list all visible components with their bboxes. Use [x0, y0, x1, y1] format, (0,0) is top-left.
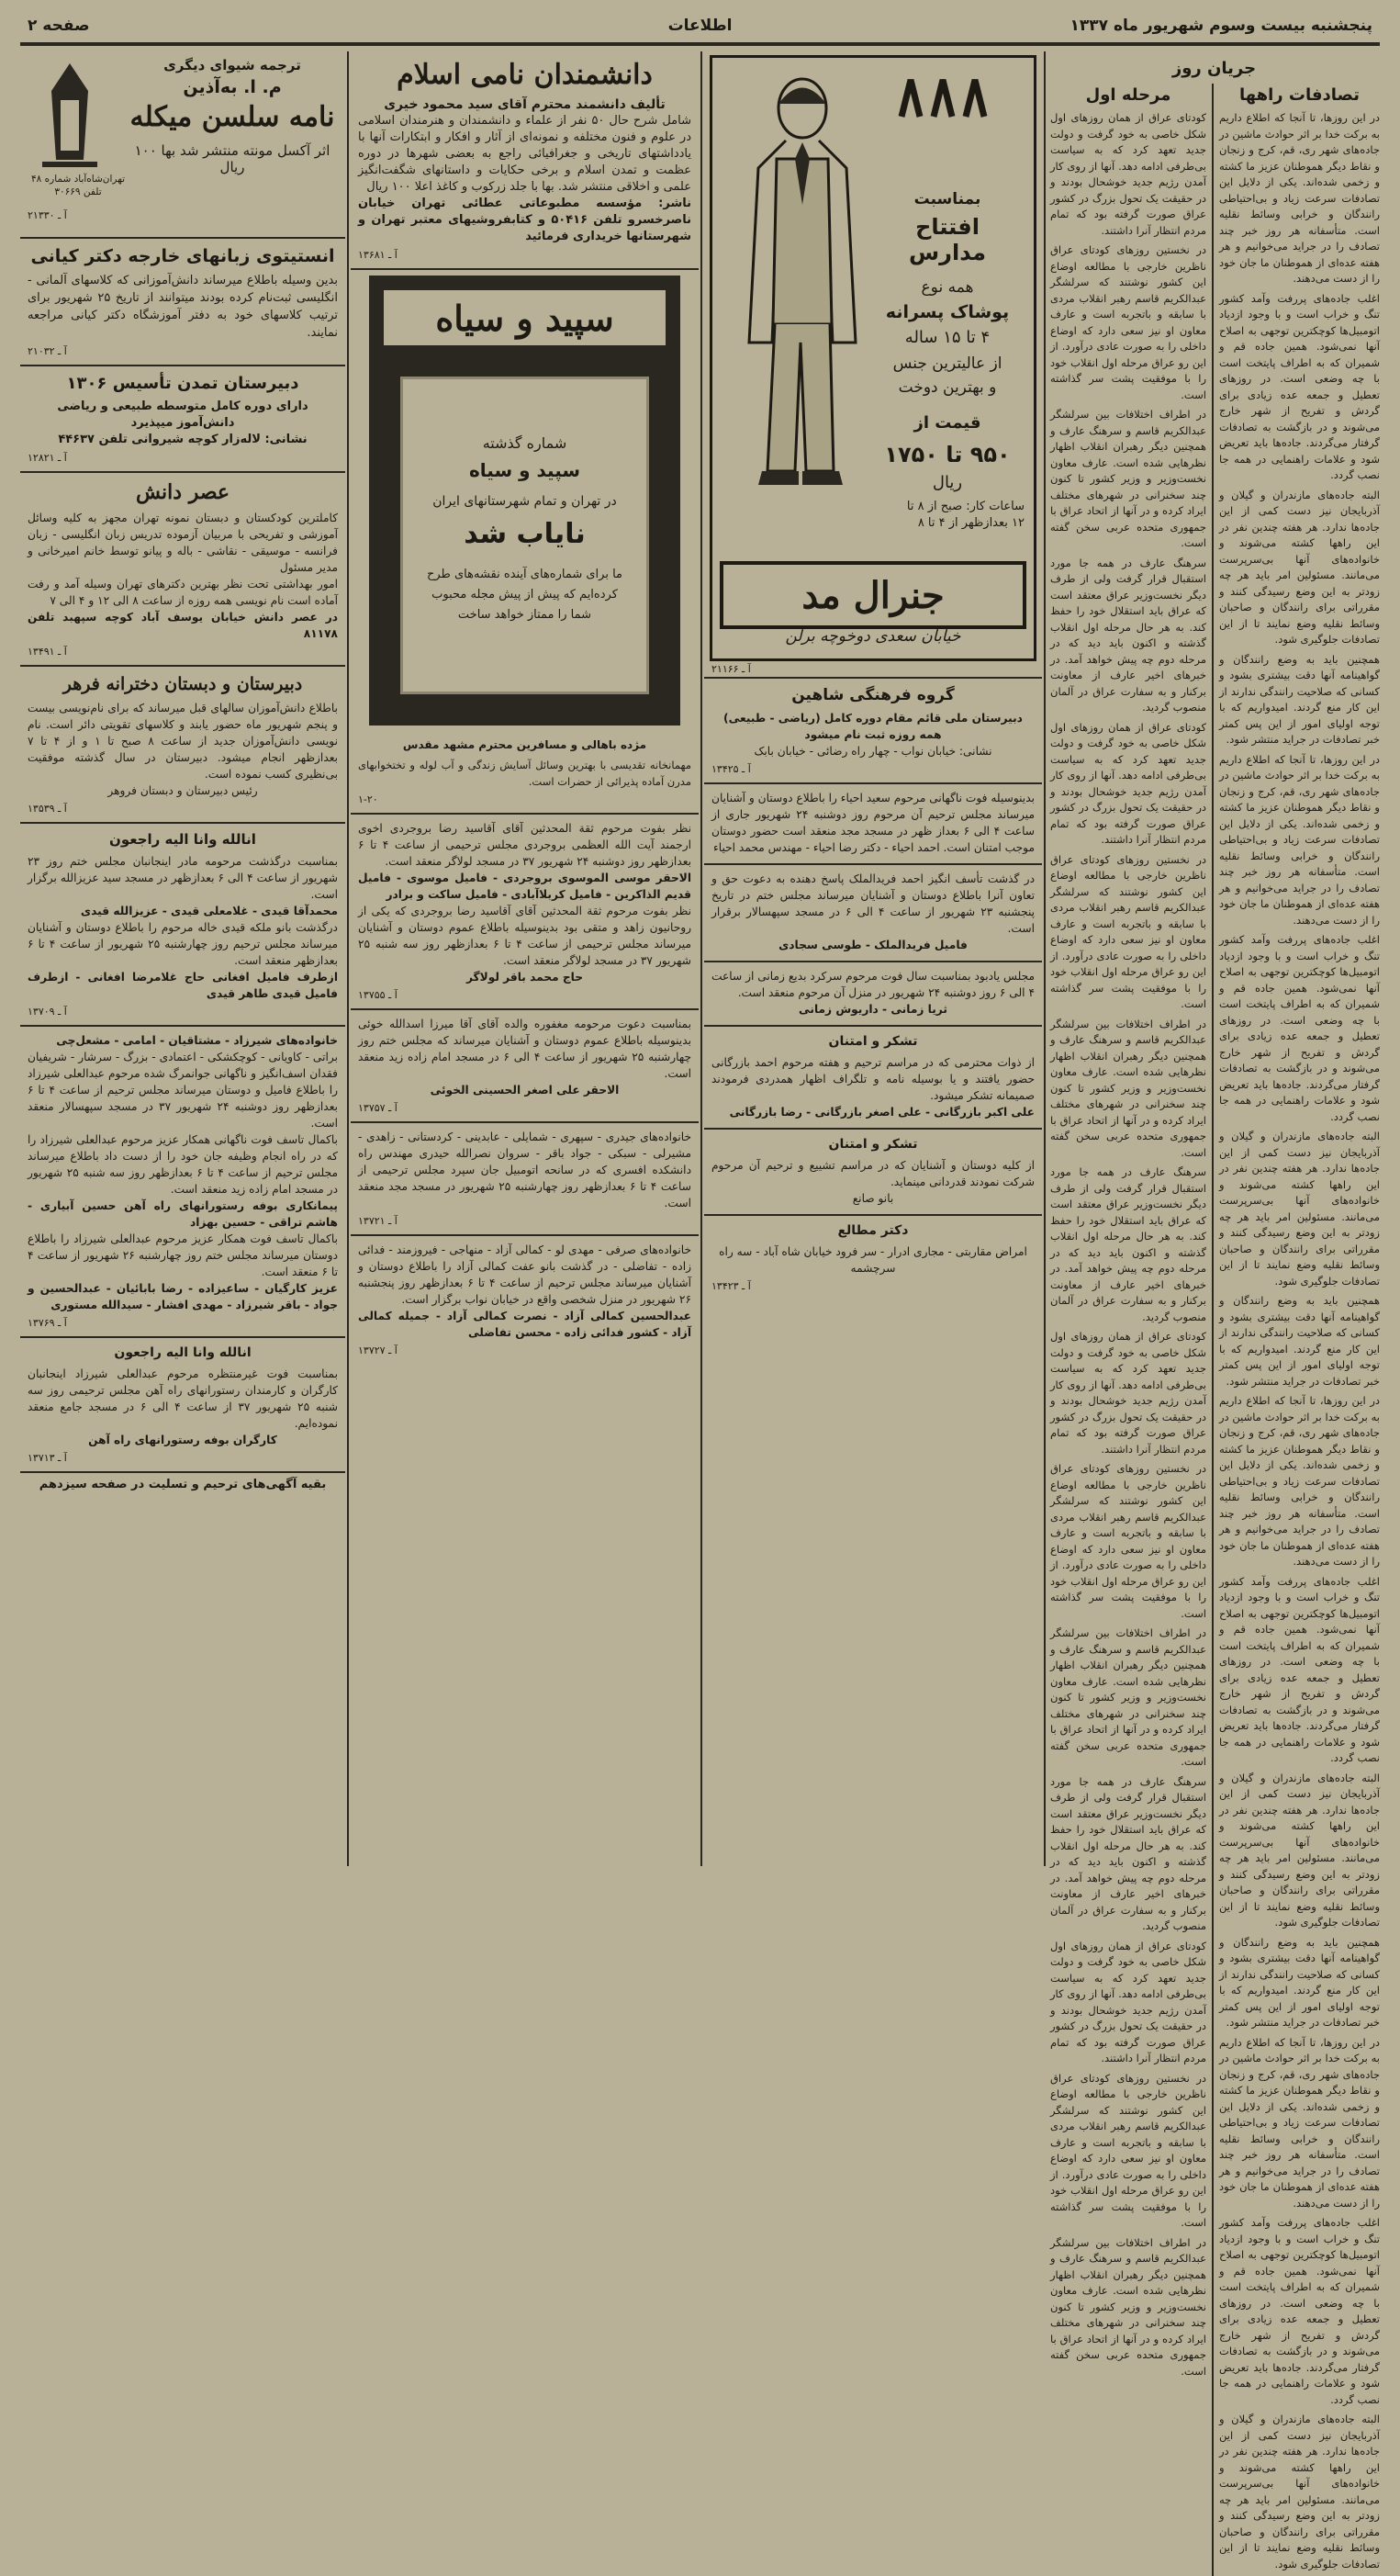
- obituary-sign: عبدالحسین کمالی آزاد - نصرت کمالی آزاد - جمیله کمالی آزاد - کشور فدائی زاده - محسن تفاضلی: [358, 1310, 691, 1339]
- obituary-kamali: [351, 1236, 699, 1364]
- obituary-khoei: [351, 1010, 699, 1123]
- school-ref: آ ـ ۱۳۵۳۹: [28, 803, 67, 815]
- header-day-date: پنجشنبه بیست وسوم شهریور ماه ۱۳۳۷: [1070, 17, 1372, 35]
- school-ref: آ ـ ۱۲۸۲۱: [28, 452, 67, 464]
- hotel-ref: ۱-۲۰: [358, 793, 378, 805]
- mag-name: سپید و سیاه: [468, 459, 581, 481]
- institute-body: بدین وسیله باطلاع میرساند دانش‌آموزانی که کلاسهای آلمانی - انگلیسی ثبت‌نام کرده بودند میتوانند از تاریخ ۲۵ شهریور برای ترتیب کلاسهای خود به دفتر آموزشگاه دکتر کیانی مراجعه نمایند.: [28, 274, 338, 340]
- page-header: [18, 13, 1382, 40]
- school-title: دبیرستان و دبستان دخترانه فرهر: [62, 674, 303, 694]
- ad-forouhar-school: [20, 667, 345, 824]
- column-ads-4: [20, 51, 345, 1866]
- header-newspaper-name: اطلاعات: [667, 17, 733, 35]
- school-title: دبیرستان تمدن تأسیس ۱۳۰۶: [66, 374, 299, 393]
- obituary-heydari: [351, 1123, 699, 1236]
- article-title: تصادفات راهها: [1238, 85, 1361, 105]
- book-title: نامه سلسن میکله: [129, 101, 335, 133]
- ad-tamadon-school: [20, 366, 345, 473]
- obituary-body: بمناسبت درگذشت مرحومه مادر اینجانبان مجلس ختم روز ۲۳ شهریور از ساعت ۴ الی ۶ بعدازظهر در مسجد سید عزیزالله برگزار است.: [28, 855, 338, 901]
- article-paragraph: البته جاده‌های مازندران و گیلان و آذربایجان نیز دست کمی از این جاده‌ها ندارد. هر هفته چندین نفر در این راهها کشته می‌شوند و خانواده‌های آنها بی‌سرپرست می‌مانند. مسئولین امر باید هر چه زودتر به این وضع رسیدگی کنند و مقرراتی برای رانندگان و صاحبان وسائط نقلیه وضع نمایند تا از این تصادفات جلوگیری شود.: [1219, 488, 1380, 646]
- boy-illustration-icon: [722, 67, 878, 499]
- article-paragraph: در نخستین روزهای کودتای عراق ناظرین خارجی با مطالعه اوضاع این کشور نوشتند که سرلشگر عبدالکریم قاسم رهبر انقلاب مردی با سابقه و باتجربه است و عارف معاون او نیز سعی دارد که اوضاع داخلی را به صورت عادی درآورد. از این رو عراق مرحله اول انقلاب خود را با موفقیت پشت سر گذاشته است.: [1050, 243, 1206, 401]
- column-ads-3: [351, 51, 699, 1866]
- article-paragraph: سرهنگ عارف در همه جا مورد استقبال قرار گرفت ولی از طرف دیگر نخست‌وزیر عراق معتقد است که عراق باید استقلال خود را حفظ کند. به هر حال مرحله اول انقلاب گذشته و اکنون باید دید که در مرحله دوم چه پیش خواهد آمد. در خبرهای اخیر عارف از معاونت برکنار و به سفارت عراق در آلمان منصوب گردید.: [1050, 1165, 1206, 1323]
- thanks-title: تشکر و امتنان: [828, 1137, 918, 1152]
- obituary-title: انالله وانا الیه راجعون: [109, 831, 256, 848]
- header-rule: [20, 42, 1380, 46]
- section-title: جریان روز: [1171, 59, 1257, 78]
- ad-occasion: بمناسبت: [913, 190, 981, 208]
- thanks-title: تشکر و امتنان: [828, 1034, 918, 1049]
- obituary-ref: آ ـ ۱۳۷۵۵: [358, 989, 398, 1001]
- article-paragraph: همچنین باید به وضع رانندگان و گواهینامه آنها دقت بیشتری بشود و کسانی که صلاحیت رانندگی ندارند از این کار منع گردند. امیدواریم که با توجه اولیای امور از این پس کمتر خبر تصادفات در جراید منتشر شود.: [1219, 1935, 1380, 2029]
- obituary-sign: الاحقر موسی الموسوی بروجردی - فامیل موسوی - فامیل قدیم الذاکرین - فامیل کربلاآبادی - فامیل ساکت و برادر: [358, 872, 691, 901]
- obituary-body: باکمال تاسف فوت همکار عزیز مرحوم عبدالعلی شیرزاد را باطلاع دوستان میرساند مجلس ختم روز چهارشنبه ۲۶ شهریور از ساعت ۴ تا ۶ منعقد است.: [28, 1232, 338, 1278]
- column-ads-2: [704, 51, 1042, 1866]
- temple-logo-icon: [33, 59, 106, 169]
- thanks-sane: [704, 1130, 1042, 1216]
- ad-price-unit: ریال: [932, 473, 963, 492]
- book-title: دانشمندان نامی اسلام: [397, 59, 653, 91]
- school-sign: رئیس دبیرستان و دبستان فروهر: [107, 784, 258, 797]
- header-page-number: صفحه ۲: [28, 17, 90, 35]
- obituary-sign: عزیز کارگیان - ساعیزاده - رضا بابائیان - عبدالحسین و جواد - باقر شیرزاد - مهدی افشار - سیدالله مستوری: [28, 1282, 338, 1311]
- obituary-sign: پیمانکاری بوفه رستورانهای راه آهن حسین آبیاری - هاشم تراقی - حسین بهزاد: [28, 1199, 338, 1229]
- ad-book-islam: [351, 51, 699, 270]
- ad-asre-danesh: [20, 473, 345, 667]
- ad-book-michele: [20, 51, 345, 239]
- ad-price-label: قیمت از: [913, 413, 981, 433]
- doctor-body: امراض مقاربتی - مجاری ادرار - سر فرود خیابان شاه آباد - سه راه سرچشمه: [719, 1245, 1027, 1275]
- book-subtitle: ترجمه شیوای دیگری: [163, 57, 301, 73]
- ad-address: خیابان سعدی دوخوچه برلن: [785, 627, 961, 646]
- thanks-sign: بانو صانع: [852, 1192, 894, 1205]
- obituary-body: نظر بفوت مرحوم ثقة المحدثین آقای آقاسید رضا بروجردی اخوی ارجمند آیت الله العظمی بروجردی مجلس ترحیمی از ساعت ۴ تا ۶ بعدازظهر روز دوشنبه ۲۴ شهریور ۳۷ در مسجد لولاگر منعقد است.: [358, 822, 691, 868]
- column-divider: [1044, 51, 1046, 1866]
- ad-ref: آ ـ ۲۱۱۶۶: [711, 663, 751, 675]
- obituary-title: خانواده‌های شیرزاد - مشتاقیان - امامی - مشعل‌چی: [56, 1034, 338, 1047]
- obituary-body: در گذشت تأسف انگیز احمد فریدالملک پاسخ دهنده به دعوت حق و تعاون آنرا باطلاع دوستان و آشنایان میرساند مجلس ختم در تاریخ پنجشنبه ۲۳ شهریور از ساعت ۴ الی ۶ در مسجد سپهسالار برقرار است.: [711, 872, 1036, 935]
- article-accidents: [1219, 84, 1380, 2576]
- mag-issue: شماره گذشته: [482, 434, 567, 452]
- book-body: اثر آکسل مونته منتشر شد بها ۱۰۰ ریال: [134, 142, 330, 175]
- continued-note: بقیه آگهی‌های ترحیم و تسلیت در صفحه سیزدهم: [39, 1478, 327, 1491]
- obituary-sign: حاج محمد باقر لولاگر: [465, 971, 584, 984]
- article-paragraph: در نخستین روزهای کودتای عراق ناظرین خارجی با مطالعه اوضاع این کشور نوشتند که سرلشگر عبدالکریم قاسم رهبر انقلاب مردی با سابقه و باتجربه است و عارف معاون او نیز سعی دارد که اوضاع داخلی را به صورت عادی درآورد. از این رو عراق مرحله اول انقلاب خود را با موفقیت پشت سر گذاشته است.: [1050, 1462, 1206, 1620]
- mag-where: در تهران و تمام شهرستانهای ایران: [432, 494, 617, 509]
- ad-general-mode: [710, 55, 1036, 661]
- obituary-sign: ازطرف فامیل افغانی حاج غلامرضا افغانی - ازطرف فامیل قیدی طاهر قیدی: [28, 971, 338, 1000]
- school-title: عصر دانش: [135, 480, 230, 504]
- article-paragraph: در این روزها، تا آنجا که اطلاع داریم به برکت خدا بر اثر حوادث ماشین در جاده‌های شهر ری، قم، کرج و زنجان و نقاط دیگر هموطنان عزیز ما کشته و زخمی شده‌اند. یکی از دلایل این تصادفات سرعت زیاد و بی‌احتیاطی رانندگان و خرابی وسائط نقلیه است. متأسفانه هر روز خبر چند تصادف را در جراید می‌خوانیم و هر هفته عده‌ای از هموطنان ما جان خود را از دست می‌دهند.: [1219, 1394, 1380, 1568]
- school-body: کاملترین کودکستان و دبستان نمونه تهران مجهز به کلیه وسائل آموزشی و تفریحی با مربیان آزموده تدریس زبان انگلیسی - زبان فرانسه - موسیقی - نقاشی - باله و پیانو توسط خانم امیرخانی و مدیر مسئول: [28, 512, 338, 574]
- article-paragraph: سرهنگ عارف در همه جا مورد استقبال قرار گرفت ولی از طرف دیگر نخست‌وزیر عراق معتقد است که عراق باید استقلال خود را حفظ کند. به هر حال مرحله اول انقلاب گذشته و اکنون باید دید که در مرحله دوم چه پیش خواهد آمد. در خبرهای اخیر عارف از معاونت برکنار و به سفارت عراق در آلمان منصوب گردید.: [1050, 556, 1206, 714]
- obituary-body: باکمال تاسف فوت ناگهانی همکار عزیز مرحوم عبدالعلی شیرزاد را که در راه انجام وظیفه جان خود را از دست داد باطلاع میرساند مجلس ترحیم از ساعت ۴ تا ۶ بعدازظهر روز سه شنبه ۲۵ شهریور در مسجد امام زاده زید منعقد است.: [28, 1133, 338, 1196]
- article-paragraph: همچنین باید به وضع رانندگان و گواهینامه آنها دقت بیشتری بشود و کسانی که صلاحیت رانندگی ندارند از این کار منع گردند. امیدواریم که با توجه اولیای امور از این پس کمتر خبر تصادفات در جراید منتشر شود.: [1219, 1294, 1380, 1388]
- book-ref: آ ـ ۲۱۳۳۰: [28, 209, 67, 221]
- ad-line: از عالیترین جنس: [892, 354, 1002, 373]
- ad-sepid-siah: [369, 276, 680, 726]
- article-paragraph: در اطراف اختلافات بین سرلشگر عبدالکریم قاسم و سرهنگ عارف و همچنین دیگر رهبران انقلاب اظهار نظرهایی شده است. عارف معاون نخست‌وزیر و وزیر کشور تا کنون چند سخنرانی در شهرهای مختلف ایراد کرده و در آنها از اتحاد عراق با جمهوری متحده عربی سخن گفته است.: [1050, 408, 1206, 549]
- obituary-body: درگذشت بانو ملکه قیدی خاله مرحوم را باطلاع دوستان و آشنایان میرساند مجلس ترحیم روز چهارشنبه ۲۵ شهریور از ساعت ۴ تا ۶ بعدازظهر منعقد است.: [28, 921, 339, 967]
- obituary-sign: محمدآقا قیدی - غلامعلی قیدی - عزیزالله قیدی: [80, 905, 338, 917]
- school-title: گروه فرهنگی شاهین: [791, 686, 955, 704]
- school-body: باطلاع دانش‌آموزان سالهای قبل میرساند که برای نام‌نویسی بیست و پنجم شهریور ماه حضور یابند و کلاسهای تقویتی دائر است. نام نویسی دانش‌آموزان جدید از ساعت ۸ صبح تا ۱ و از ۴ تا ۷ بعدازظهر انجام میشود. دبیرستان در سال گذشته موفقیت بی‌نظیری کسب نموده است.: [28, 702, 338, 781]
- obituary-boroujerdi: [351, 815, 699, 1010]
- thanks-sign: علی اکبر بازرگانی - علی اصغر بازرگانی - رضا بازرگانی: [729, 1106, 1035, 1119]
- inner-divider: [1212, 84, 1214, 2576]
- obituary-ehya: [704, 784, 1042, 865]
- ad-hours: ساعات کار: صبح از ۸ تا ۱۲ بعدازظهر از ۴ تا ۸: [906, 500, 1025, 530]
- article-paragraph: اغلب جاده‌های پررفت وآمد کشور تنگ و خراب است و با وجود ازدیاد اتومبیل‌ها کوچکترین توجهی به اصلاح آنها نمی‌شود. همین جاده قم و شمیران که به اطراف پایتخت است با چه وضعی است. در روزهای تعطیل و جمعه عده زیادی برای گردش و تفریح از شهر خارج می‌شوند و در بازگشت به تصادفات گرفتار می‌گردند. جاده‌ها باید تعریض شود و علامات راهنمایی در همه جا نصب گردد.: [1219, 291, 1380, 481]
- hotel-body: مهمانخانه تقدیسی با بهترین وسائل آسایش زندگی و آب لوله و تختخوابهای مدرن آماده پذیرائی از حضرات است.: [358, 759, 691, 788]
- school-address: نشانی: خیابان نواب - چهار راه رضائی - خیابان بابک: [754, 745, 992, 758]
- school-ref: آ ـ ۱۳۴۲۵: [711, 763, 751, 775]
- school-body: دبیرستان ملی قائم مقام دوره کامل (ریاضی - طبیعی) همه روزه ثبت نام میشود: [723, 712, 1023, 741]
- thanks-body: از ذوات محترمی که در مراسم ترحیم و هفته مرحوم احمد بازرگانی حضور یافتند و یا بوسیله نامه و تلگراف اظهار همدردی فرمودند صمیمانه تشکر میشود.: [711, 1056, 1035, 1102]
- obituary-ref: آ ـ ۱۳۷۵۷: [358, 1102, 398, 1114]
- ad-price: ۹۵۰ تا ۱۷۵۰: [884, 442, 1011, 467]
- book-body: شامل شرح حال ۵۰ نفر از علماء و دانشمندان و هنرمندان اسلامی در علوم و فنون مختلفه و نمونه‌ای از آثار و افکار و ابتکارات آنها با یادداشتهای تاریخی و جغرافیائی راجع به بعضی شهرها در دوره عظمت و تمدن اسلام و برخی حکایات و داستانهای شگفت‌انگیز علمی و اخلاقی منتشر شد. بها با جلد زرکوب و کاغذ اعلا ۱۰۰ ریال: [358, 114, 691, 194]
- ad-kiani-institute: [20, 239, 345, 366]
- hotel-title: مژده باهالی و مسافرین محترم مشهد مقدس: [402, 738, 647, 751]
- ad-line: پوشاک پسرانه: [885, 302, 1010, 322]
- school-address: در عصر دانش خیابان یوسف آباد کوچه سپهبد تلفن ۸۱۱۷۸: [28, 611, 338, 640]
- article-paragraph: کودتای عراق از همان روزهای اول شکل خاصی به خود گرفت و دولت جدید تعهد کرد که به سیاست بی‌طرفی ادامه دهد. آنها از روی کار آمدن رژیم جدید خوشحال بودند و در حقیقت یک تحول بزرگ در کشور عراق صورت گرفته بود که تمام مردم انتظار آنرا داشتند.: [1050, 111, 1206, 237]
- ad-hotel: [351, 731, 699, 815]
- book-author: تألیف دانشمند محترم آقای سید محمود خیری: [384, 97, 666, 112]
- article-paragraph: البته جاده‌های مازندران و گیلان و آذربایجان نیز دست کمی از این جاده‌ها ندارد. هر هفته چندین نفر در این راهها کشته می‌شوند و خانواده‌های آنها بی‌سرپرست می‌مانند. مسئولین امر باید هر چه زودتر به این وضع رسیدگی کنند و مقرراتی برای رانندگان و صاحبان وسائط نقلیه وضع نمایند تا از این تصادفات جلوگیری شود.: [1219, 1130, 1380, 1288]
- obituary-body: بمناسبت فوت غیرمنتظره مرحوم عبدالعلی شیرزاد اینجانبان کارگران و کارمندان رستورانهای راه آهن مجلس ترحیمی روز سه شنبه ۲۵ شهریور ۳۷ از ساعت ۴ الی ۶ در مسجد جامع منعقد نموده‌ایم.: [28, 1367, 338, 1430]
- article-paragraph: سرهنگ عارف در همه جا مورد استقبال قرار گرفت ولی از طرف دیگر نخست‌وزیر عراق معتقد است که عراق باید استقلال خود را حفظ کند. به هر حال مرحله اول انقلاب گذشته و اکنون باید دید که در مرحله دوم چه پیش خواهد آمد. در خبرهای اخیر عارف از معاونت برکنار و به سفارت عراق در آلمان منصوب گردید.: [1050, 1774, 1206, 1932]
- ornament-icon: [892, 71, 1002, 126]
- doctor-ref: آ ـ ۱۳۴۲۳: [711, 1280, 751, 1292]
- obituary-ref: آ ـ ۱۳۷۶۹: [28, 1317, 67, 1329]
- thanks-body: از کلیه دوستان و آشنایان که در مراسم تشییع و ترحیم آن مرحوم شرکت نمودند قدردانی مینماید.: [711, 1159, 1035, 1188]
- mag-note: ما برای شماره‌های آینده نقشه‌های طرح کرده‌ایم که پیش از پیش مجله محبوب شما را ممتاز خواهد ساخت: [426, 568, 623, 622]
- article-paragraph: در اطراف اختلافات بین سرلشگر عبدالکریم قاسم و سرهنگ عارف و همچنین دیگر رهبران انقلاب اظهار نظرهایی شده است. عارف معاون نخست‌وزیر و وزیر کشور تا کنون چند سخنرانی در شهرهای مختلف ایراد کرده و در آنها از اتحاد عراق با جمهوری متحده عربی سخن گفته است.: [1050, 2235, 1206, 2378]
- article-paragraph: در اطراف اختلافات بین سرلشگر عبدالکریم قاسم و سرهنگ عارف و همچنین دیگر رهبران انقلاب اظهار نظرهایی شده است. عارف معاون نخست‌وزیر و وزیر کشور تا کنون چند سخنرانی در شهرهای مختلف ایراد کرده و در آنها از اتحاد عراق با جمهوری متحده عربی سخن گفته است.: [1050, 1017, 1206, 1159]
- ad-line: همه نوع: [921, 278, 974, 297]
- article-paragraph: در نخستین روزهای کودتای عراق ناظرین خارجی با مطالعه اوضاع این کشور نوشتند که سرلشگر عبدالکریم قاسم رهبر انقلاب مردی با سابقه و باتجربه است و عارف معاون او نیز سعی دارد که اوضاع داخلی را به صورت عادی درآورد. از این رو عراق مرحله اول انقلاب خود را با موفقیت پشت سر گذاشته است.: [1050, 852, 1206, 1010]
- obituary-sign: کارگران بوفه رستورانهای راه آهن: [88, 1434, 277, 1446]
- article-paragraph: در اطراف اختلافات بین سرلشگر عبدالکریم قاسم و سرهنگ عارف و همچنین دیگر رهبران انقلاب اظهار نظرهایی شده است. عارف معاون نخست‌وزیر و وزیر کشور تا کنون چند سخنرانی در شهرهای مختلف ایراد کرده و در آنها از اتحاد عراق با جمهوری متحده عربی سخن گفته است.: [1050, 1626, 1206, 1768]
- mag-status: نایاب شد: [464, 518, 586, 550]
- ad-doctor: [704, 1216, 1042, 1299]
- ad-line: و بهترین دوخت: [898, 378, 997, 397]
- obituary-ref: آ ـ ۱۳۷۲۷: [358, 1344, 398, 1356]
- article-paragraph: همچنین باید به وضع رانندگان و گواهینامه آنها دقت بیشتری بشود و کسانی که صلاحیت رانندگی ندارند از این کار منع گردند. امیدواریم که با توجه اولیای امور از این پس کمتر خبر تصادفات در جراید منتشر شود.: [1219, 652, 1380, 746]
- obituary-ghidi: [20, 824, 345, 1027]
- obituary-body: بدینوسیله فوت ناگهانی مرحوم سعید احیاء را باطلاع دوستان و آشنایان میرساند مجلس ترحیم آن مرحوم روز دوشنبه ۲۴ شهریور جاری از ساعت ۴ الی ۶ بعداز ظهر در مسجد مجد منعقد است حضور دوستان موجب امتنان است. احمد احیاء - دکتر رضا احیاء - مهندس محمد احیاء: [711, 792, 1035, 854]
- school-ref: آ ـ ۱۳۴۹۱: [28, 646, 67, 658]
- article-paragraph: در این روزها، تا آنجا که اطلاع داریم به برکت خدا بر اثر حوادث ماشین در جاده‌های شهر ری، قم، کرج و زنجان و نقاط دیگر هموطنان عزیز ما کشته و زخمی شده‌اند. یکی از دلایل این تصادفات سرعت زیاد و بی‌احتیاطی رانندگان و خرابی وسائط نقلیه است. متأسفانه هر روز خبر چند تصادف را در جراید می‌خوانیم و هر هفته عده‌ای از هموطنان ما جان خود را از دست می‌دهند.: [1219, 2035, 1380, 2210]
- mag-inner: [400, 377, 649, 694]
- article-paragraph: در نخستین روزهای کودتای عراق ناظرین خارجی با مطالعه اوضاع این کشور نوشتند که سرلشگر عبدالکریم قاسم رهبر انقلاب مردی با سابقه و باتجربه است و عارف معاون او نیز سعی دارد که اوضاع داخلی را به صورت عادی درآورد. از این رو عراق مرحله اول انقلاب خود را با موفقیت پشت سر گذاشته است.: [1050, 2071, 1206, 2229]
- thanks-bazargani: [704, 1027, 1042, 1130]
- obituary-sign: الاحقر علی اصغر الحسینی الخوئی: [430, 1084, 620, 1097]
- ad-school-shahin: [704, 677, 1042, 784]
- column-divider: [700, 51, 702, 1866]
- article-paragraph: اغلب جاده‌های پررفت وآمد کشور تنگ و خراب است و با وجود ازدیاد اتومبیل‌ها کوچکترین توجهی به اصلاح آنها نمی‌شود. همین جاده قم و شمیران که به اطراف پایتخت است با چه وضعی است. در روزهای تعطیل و جمعه عده زیادی برای گردش و تفریح از شهر خارج می‌شوند و در بازگشت به تصادفات گرفتار می‌گردند. جاده‌ها باید تعریض شود و علامات راهنمایی در همه جا نصب گردد.: [1219, 933, 1380, 1123]
- ad-brand: جنرال مد: [801, 573, 945, 617]
- obituary-ref: آ ـ ۱۳۷۰۹: [28, 1006, 67, 1018]
- article-title: مرحله اول: [1085, 85, 1171, 105]
- book-seller: تهران‌شاه‌آباد شماره ۴۸ تلفن ۳۰۶۶۹: [31, 174, 125, 197]
- article-paragraph: البته جاده‌های مازندران و گیلان و آذربایجان نیز دست کمی از این جاده‌ها ندارد. هر هفته چندین نفر در این راهها کشته می‌شوند و خانواده‌های آنها بی‌سرپرست می‌مانند. مسئولین امر باید هر چه زودتر به این وضع رسیدگی کنند و مقرراتی برای رانندگان و صاحبان وسائط نقلیه وضع نمایند تا از این تصادفات جلوگیری شود.: [1219, 1771, 1380, 1929]
- school-body: امور بهداشتی تحت نظر بهترین دکترهای تهران وسیله آمد و رفت آماده است نام نویسی همه روزه از ساعت ۸ الی ۱۲ و ۴ الی ۷: [28, 578, 338, 607]
- column-editorial: [1048, 51, 1380, 2570]
- mag-logo: سپید و سیاه: [435, 297, 614, 339]
- article-paragraph: در این روزها، تا آنجا که اطلاع داریم به برکت خدا بر اثر حوادث ماشین در جاده‌های شهر ری، قم، کرج و زنجان و نقاط دیگر هموطنان عزیز ما کشته و زخمی شده‌اند. یکی از دلایل این تصادفات سرعت زیاد و بی‌احتیاطی رانندگان و خرابی وسائط نقلیه است. متأسفانه هر روز خبر چند تصادف را در جراید می‌خوانیم و هر هفته عده‌ای از هموطنان ما جان خود را از دست می‌دهند.: [1219, 752, 1380, 927]
- ad-line: ۴ تا ۱۵ ساله: [904, 328, 991, 347]
- obituary-ref: آ ـ ۱۳۷۱۳: [28, 1452, 67, 1464]
- memorial-sign: ثریا زمانی - داریوش زمانی: [799, 1003, 947, 1016]
- ad-occasion-2: افتتاح مدارس: [909, 214, 986, 265]
- doctor-title: دکتر مطالع: [837, 1223, 909, 1238]
- article-paragraph: کودتای عراق از همان روزهای اول شکل خاصی به خود گرفت و دولت جدید تعهد کرد که به سیاست بی‌طرفی ادامه دهد. آنها از روی کار آمدن رژیم جدید خوشحال بودند و در حقیقت یک تحول بزرگ در کشور عراق صورت گرفته بود که تمام مردم انتظار آنرا داشتند.: [1050, 1330, 1206, 1456]
- obituary-sign: فامیل فریدالملک - طوسی سجادی: [778, 939, 968, 951]
- article-paragraph: کودتای عراق از همان روزهای اول شکل خاصی به خود گرفت و دولت جدید تعهد کرد که به سیاست بی‌طرفی ادامه دهد. آنها از روی کار آمدن رژیم جدید خوشحال بودند و در حقیقت یک تحول بزرگ در کشور عراق صورت گرفته بود که تمام مردم انتظار آنرا داشتند.: [1050, 720, 1206, 846]
- memorial-zamani: [704, 962, 1042, 1027]
- obituary-faridolmolk: [704, 865, 1042, 962]
- book-ref: آ ـ ۱۳۶۸۱: [358, 249, 398, 261]
- article-paragraph: اغلب جاده‌های پررفت وآمد کشور تنگ و خراب است و با وجود ازدیاد اتومبیل‌ها کوچکترین توجهی به اصلاح آنها نمی‌شود. همین جاده قم و شمیران که به اطراف پایتخت است با چه وضعی است. در روزهای تعطیل و جمعه عده زیادی برای گردش و تفریح از شهر خارج می‌شوند و در بازگشت به تصادفات گرفتار می‌گردند. جاده‌ها باید تعریض شود و علامات راهنمایی در همه جا نصب گردد.: [1219, 2216, 1380, 2406]
- mag-logo-box: [384, 290, 666, 345]
- article-first-stage: [1050, 84, 1206, 2576]
- obituary-rail-workers: [20, 1338, 345, 1473]
- obituary-title: انالله وانا الیه راجعون: [114, 1345, 252, 1360]
- obituary-body: خانواده‌های جیدری - سپهری - شمایلی - عابدینی - کردستانی - زاهدی - مشیرلی - سبکی - جواد باقر - سروان نصرالله حیدری مهندس راه دانشکده افسری که در سانحه اتومبیل جان سپرد مجلس ترحیمی از ساعت ۴ تا ۶ بعدازظهر روز چهارشنبه ۲۵ شهریور در مسجد مجد منعقد است.: [358, 1131, 691, 1209]
- book-publisher: ناشر: مؤسسه مطبوعاتی عطائی تهران خیابان ناصرخسرو تلفن ۵۰۴۱۶ و کتابفروشیهای معتبر تهران و شهرستانها خریداری فرمائید: [358, 197, 691, 243]
- obituary-body: براتی - کاویانی - کوچکشکی - اعتمادی - بزرگ - سرشار - شریفیان فقدان اسف‌انگیز و ناگهانی جوانمرگ شده مرحوم عبدالعلی شیرزاد را باطلاع فامیل و دوستان میرساند مجلس ترحیم از ساعت ۴ تا ۶ بعدازظهر روز دوشنبه ۲۴ شهریور ۳۷ در مسجد سپهسالار منعقد است.: [28, 1051, 338, 1130]
- ad-brand-box: [720, 561, 1026, 629]
- memorial-body: مجلس یادبود بمناسبت سال فوت مرحوم سرکرد بدیع زمانی از ساعت ۴ الی ۶ روز دوشنبه ۲۴ شهریور در منزل آن مرحوم منعقد است.: [711, 970, 1035, 999]
- obituary-ref: آ ـ ۱۳۷۲۱: [358, 1215, 398, 1227]
- article-paragraph: در این روزها، تا آنجا که اطلاع داریم به برکت خدا بر اثر حوادث ماشین در جاده‌های شهر ری، قم، کرج و زنجان و نقاط دیگر هموطنان عزیز ما کشته و زخمی شده‌اند. یکی از دلایل این تصادفات سرعت زیاد و بی‌احتیاطی رانندگان و خرابی وسائط نقلیه است. متأسفانه هر روز خبر چند تصادف را در جراید می‌خوانیم و هر هفته عده‌ای از هموطنان ما جان خود را از دست می‌دهند.: [1219, 111, 1380, 285]
- article-paragraph: البته جاده‌های مازندران و گیلان و آذربایجان نیز دست کمی از این جاده‌ها ندارد. هر هفته چندین نفر در این راهها کشته می‌شوند و خانواده‌های آنها بی‌سرپرست می‌مانند. مسئولین امر باید هر چه زودتر به این وضع رسیدگی کنند و مقرراتی برای رانندگان و صاحبان وسائط نقلیه وضع نمایند تا از این تصادفات جلوگیری شود.: [1219, 2413, 1380, 2570]
- obituary-body: بمناسبت دعوت مرحومه مغفوره والده آقای آقا میرزا اسدالله خوئی بدینوسیله باطلاع عموم دوستان و آشنایان میرساند که مجلس ختم روز چهارشنبه ۲۵ شهریور از ساعت ۴ الی ۶ در مسجد امام زاده زید منعقد است.: [358, 1018, 691, 1080]
- institute-ref: آ ـ ۲۱۰۳۲: [28, 345, 67, 357]
- article-paragraph: کودتای عراق از همان روزهای اول شکل خاصی به خود گرفت و دولت جدید تعهد کرد که به سیاست بی‌طرفی ادامه دهد. آنها از روی کار آمدن رژیم جدید خوشحال بودند و در حقیقت یک تحول بزرگ در کشور عراق صورت گرفته بود که تمام مردم انتظار آنرا داشتند.: [1050, 1939, 1206, 2064]
- institute-title: انستیتوی زبانهای خارجه دکتر کیانی: [30, 246, 335, 266]
- book-author: م. ا. به‌آذین: [183, 77, 282, 97]
- school-address: نشانی: لاله‌زار کوچه شیروانی تلفن ۴۴۶۳۷: [58, 433, 308, 446]
- school-body: دارای دوره کامل متوسطه طبیعی و ریاضی دانش‌آموز میپذیرد: [57, 399, 308, 430]
- column-divider: [347, 51, 349, 1866]
- obituary-body: خانواده‌های صرفی - مهدی لو - کمالی آزاد - منهاجی - فیروزمند - فدائی زاده - تفاضلی - در گذشت بانو عفت کمالی آزاد را باطلاع دوستان و آشنایان میرساند مجلس ترحیم از ساعت ۴ تا ۶ بعدازظهر روز پنجشنبه ۲۶ شهریور در منزل شخصی واقع در خیابان نواب برگزار است.: [358, 1243, 691, 1306]
- obituary-body: نظر بفوت مرحوم ثقة المحدثین آقای آقاسید رضا بروجردی که یکی از روحانیون زاهد و متقی بود بدینوسیله باطلاع عموم دوستان و آشنایان میرساند مجلس ترحیمی از ساعت ۴ تا ۶ بعدازظهر روز سه شنبه ۲۵ شهریور ۳۷ در مسجد لولاگر منعقد است.: [358, 905, 692, 967]
- obituary-shirzad: [20, 1027, 345, 1338]
- article-paragraph: اغلب جاده‌های پررفت وآمد کشور تنگ و خراب است و با وجود ازدیاد اتومبیل‌ها کوچکترین توجهی به اصلاح آنها نمی‌شود. همین جاده قم و شمیران که به اطراف پایتخت است با چه وضعی است. در روزهای تعطیل و جمعه عده زیادی برای گردش و تفریح از شهر خارج می‌شوند و در بازگشت به تصادفات گرفتار می‌گردند. جاده‌ها باید تعریض شود و علامات راهنمایی در همه جا نصب گردد.: [1219, 1574, 1380, 1764]
